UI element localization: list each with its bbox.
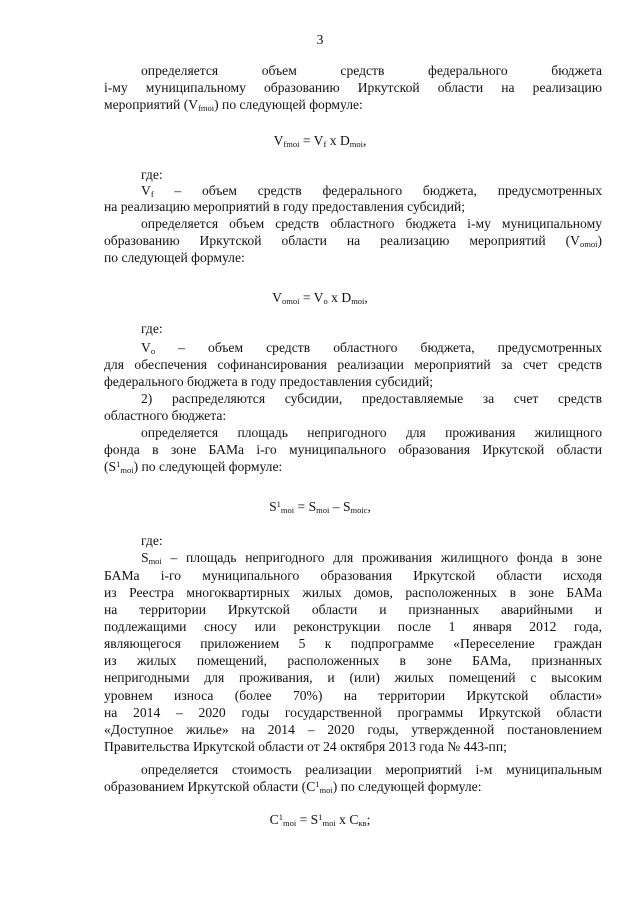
- text-line: уровнем износа (более 70%) на территории Иркутской области»: [104, 688, 602, 703]
- text-line: на территории Иркутской области и признанных аварийными и: [104, 602, 602, 617]
- text-line: определяется объем средств федерального бюджета: [141, 63, 602, 78]
- text-line: $S_{moi}$ – площадь непригодного для проживания жилищного фонда в зоне: [141, 550, 602, 566]
- text-line: на 2014 – 2020 годы государственной программы Иркутской области: [104, 705, 602, 720]
- formula: $S^1_{moi} = S_{moi} - S_{moic}$,: [269, 499, 371, 515]
- text-line: 2) распределяются субсидии, предоставляемые за счет средств: [141, 391, 602, 406]
- formula: $C^1_{moi} = S^1_{moi}$ x $C_{кв}$;: [269, 812, 371, 828]
- page-number: 3: [316, 32, 324, 47]
- text-line: на реализацию мероприятий в году предоставления субсидий;: [104, 199, 466, 214]
- text-line: Правительства Иркутской области от 24 октября 2013 года № 443-пп;: [104, 739, 507, 754]
- text-line: БАМа i-го муниципального образования Иркутской области исходя: [104, 568, 602, 583]
- formula: $V_{fmoi} = V_f$ x $D_{moi}$,: [273, 133, 367, 149]
- text-line: мероприятий $(V_{fmoi})$ по следующей формуле:: [104, 97, 363, 113]
- text-line: определяется стоимость реализации мероприятий i-м муниципальным: [141, 762, 602, 777]
- text-line: для обеспечения софинансирования реализации мероприятий за счет средств: [104, 357, 602, 372]
- text-line: $(S^1_{moi})$ по следующей формуле:: [104, 459, 283, 475]
- text-line: $V_f$ – объем средств федерального бюджета, предусмотренных: [141, 183, 602, 199]
- text-line: определяется объем средств областного бюджета i-му муниципальному: [141, 216, 602, 231]
- text-line: подлежащими сносу или реконструкции после 1 января 2012 года,: [104, 619, 602, 634]
- formula: $V_{omoi} = V_o$ x $D_{moi}$,: [272, 290, 368, 306]
- text-line: i-му муниципальному образованию Иркутской области на реализацию: [104, 80, 602, 95]
- text-line: федерального бюджета в году предоставления субсидий;: [104, 374, 434, 389]
- text-line: где:: [141, 321, 163, 336]
- text-line: образованию Иркутской области на реализацию мероприятий $(V_{omoi})$: [104, 233, 602, 249]
- text-line: являющегося приложением 5 к подпрограмме «Переселение граждан: [104, 636, 602, 651]
- text-line: из Реестра многоквартирных жилых домов, расположенных в зоне БАМа: [104, 585, 602, 600]
- text-line: по следующей формуле:: [104, 250, 245, 265]
- text-line: где:: [141, 167, 163, 182]
- text-line: образованием Иркутской области $(C^1_{moi})$ по следующей формуле:: [104, 779, 482, 795]
- text-line: областного бюджета:: [104, 408, 227, 423]
- text-line: $V_o$ – объем средств областного бюджета, предусмотренных: [141, 340, 602, 356]
- text-line: определяется площадь непригодного для проживания жилищного: [141, 425, 602, 440]
- text-line: непригодными для проживания, и (или) жилых помещений с высоким: [104, 670, 602, 685]
- text-line: где:: [141, 533, 163, 548]
- text-line: фонда в зоне БАМа i-го муниципального образования Иркутской области: [104, 442, 602, 457]
- text-line: «Доступное жилье» на 2014 – 2020 годы, утвержденной постановлением: [104, 722, 602, 737]
- text-line: из жилых помещений, расположенных в зоне БАМа, признанных: [104, 653, 602, 668]
